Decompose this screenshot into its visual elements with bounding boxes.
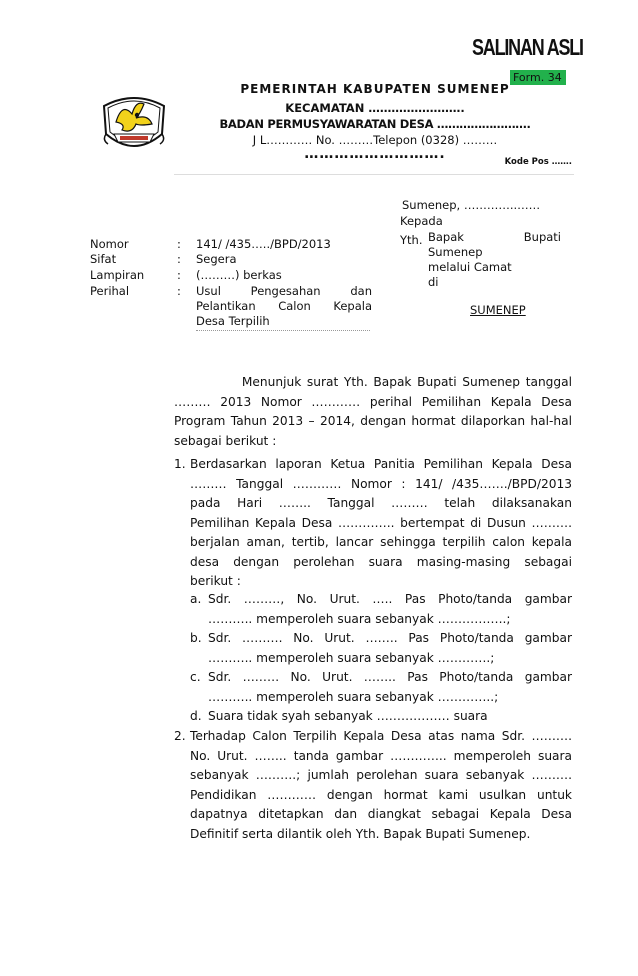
perihal-line: Usul Pengesahan dan xyxy=(196,284,372,298)
lampiran-value: (………) berkas xyxy=(196,268,282,282)
sifat-colon: : xyxy=(177,252,181,266)
sub-item-line: ……….. memperoleh suara sebanyak …………..; xyxy=(208,689,499,704)
recipient-to-label: Kepada xyxy=(400,214,443,228)
sub-item-line: Suara tidak syah sebanyak ……………… suara xyxy=(208,709,488,723)
sub-item-letter: b. xyxy=(190,631,202,645)
perihal-value xyxy=(196,284,372,329)
perihal-line: Desa Terpilih xyxy=(196,314,270,328)
sub-item-line: Sdr. ……… No. Urut. …….. Pas Photo/tanda gambar xyxy=(208,670,572,684)
item-number: 1. xyxy=(174,457,186,471)
header-council: BADAN PERMUSYAWARATAN DESA ……………………. xyxy=(219,117,531,131)
item-line: Terhadap Calon Terpilih Kepala Desa atas nama Sdr. ………. xyxy=(190,729,572,743)
form-number-tag: Form. 34 xyxy=(510,70,566,85)
intro-line: sebagai berikut : xyxy=(174,433,277,448)
header-village-name: ………………………. xyxy=(304,146,446,162)
copy-stamp: SALINAN ASLI xyxy=(472,34,583,60)
place-date: Sumenep, …………..…… xyxy=(402,198,541,212)
perihal-line: Pelantikan Calon Kepala xyxy=(196,299,372,313)
header-district: KECAMATAN ……………………. xyxy=(285,101,465,115)
item-line: ……… Tanggal ………… Nomor : 141/ /435……./BPD/2013 xyxy=(190,476,572,491)
item-line: No. Urut. …….. tanda gambar ………….. memperoleh suara xyxy=(190,748,572,763)
nomor-colon: : xyxy=(177,237,181,251)
regency-emblem-logo xyxy=(96,84,172,160)
header-address: J L………… No. ………Telepon (0328) ……… xyxy=(252,133,498,147)
recipient-address xyxy=(428,230,561,290)
recipient-line: Sumenep xyxy=(428,245,483,259)
item-line: Pendidikan ………… dengan hormat kami usulkan untuk xyxy=(190,787,572,802)
sub-item-line: ……….. memperoleh suara sebanyak ……………..; xyxy=(208,611,511,626)
item-line: Pemilihan Kepala Desa ………….. bertempat di Dusun ………. xyxy=(190,515,572,530)
intro-paragraph xyxy=(174,373,572,451)
item-line: berjalan aman, tertib, lancar sehingga terpilih calon kepala xyxy=(190,535,572,549)
recipient-line: melalui Camat xyxy=(428,260,512,274)
sub-item-letter: c. xyxy=(190,670,201,684)
intro-line: ……… 2013 Nomor ………… perihal Pemilihan Kepala Desa xyxy=(174,394,572,409)
perihal-dotted-rule xyxy=(196,330,370,331)
intro-line: Menunjuk surat Yth. Bapak Bupati Sumenep tanggal xyxy=(174,375,572,389)
item-number: 2. xyxy=(174,729,186,743)
sifat-label: Sifat xyxy=(90,252,117,266)
nomor-label: Nomor xyxy=(90,237,129,251)
item-line: dapatnya ditetapkan dan diangkat sebagai Kepala Desa xyxy=(190,807,572,821)
item-line: berikut : xyxy=(190,574,241,588)
item-line: desa dengan perolehan suara masing-masing sebagai xyxy=(190,554,572,569)
header-divider xyxy=(174,174,574,175)
lampiran-label: Lampiran xyxy=(90,268,145,282)
sub-item-line: Sdr. ………, No. Urut. ….. Pas Photo/tanda gambar xyxy=(208,592,572,606)
list-item-1 xyxy=(174,455,572,592)
perihal-label: Perihal xyxy=(90,284,130,298)
recipient-line: Bapak Bupati xyxy=(428,230,561,244)
sub-item-letter: d. xyxy=(190,709,202,723)
item-line: sebanyak ……….; jumlah perolehan suara sebanyak ………. xyxy=(190,768,572,782)
intro-line: Program Tahun 2013 – 2014, dengan hormat dilaporkan hal-hal xyxy=(174,414,572,428)
sub-list xyxy=(190,590,572,727)
perihal-colon: : xyxy=(177,284,181,298)
item-line: Berdasarkan laporan Ketua Panitia Pemilihan Kepala Desa xyxy=(190,457,572,471)
recipient-city: SUMENEP xyxy=(470,303,526,317)
recipient-honorific: Yth. xyxy=(400,233,423,247)
list-item-2 xyxy=(174,727,572,844)
sub-item-letter: a. xyxy=(190,592,202,606)
header-government: PEMERINTAH KABUPATEN SUMENEP xyxy=(240,82,510,96)
item-line: Definitif serta dilantik oleh Yth. Bapak Bupati Sumenep. xyxy=(190,826,531,841)
nomor-value: 141/ /435…../BPD/2013 xyxy=(196,237,331,251)
lampiran-colon: : xyxy=(177,268,181,282)
sub-item-line: Sdr. ………. No. Urut. …….. Pas Photo/tanda gambar xyxy=(208,631,572,645)
sifat-value: Segera xyxy=(196,252,237,266)
sub-item-line: ……….. memperoleh suara sebanyak ………….; xyxy=(208,650,495,665)
recipient-line: di xyxy=(428,275,439,289)
item-line: pada Hari …….. Tanggal ……… telah dilaksanakan xyxy=(190,496,572,510)
postal-code: Kode Pos ……. xyxy=(504,157,572,167)
